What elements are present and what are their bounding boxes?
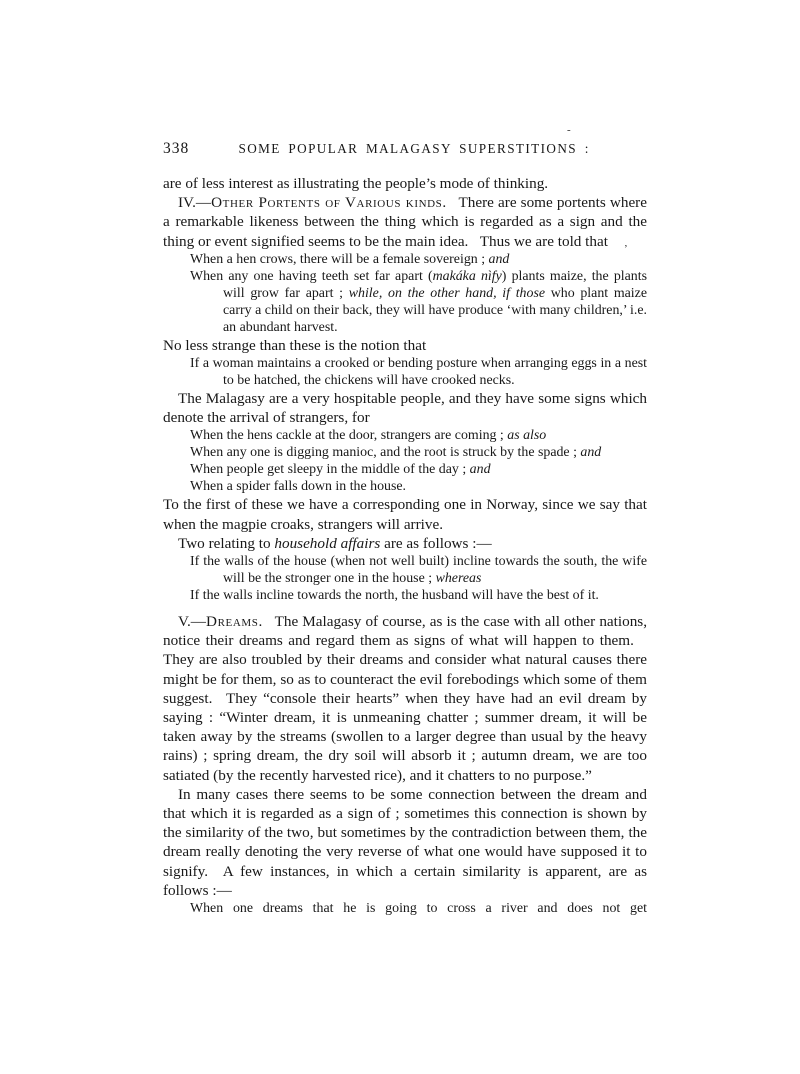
paragraph xyxy=(163,174,647,193)
text-segment: Two relating to xyxy=(178,534,275,552)
text-segment: If the walls of the house (when not well built) incline towards the south, the wife will be the stronger one in the house ; xyxy=(190,554,647,587)
text-segment: IV.— xyxy=(178,194,212,212)
text-segment: ) plants maize, the plants will grow far apart ; xyxy=(223,268,648,301)
text-segment: are of less interest as illustrating the people’s mode of thinking. xyxy=(163,175,549,192)
text-segment: When a spider falls down in the house. xyxy=(190,479,407,495)
text-segment: are as follows :— xyxy=(380,534,492,552)
scan-speck-apostrophe: ’ xyxy=(624,243,628,255)
paragraph xyxy=(163,495,647,533)
text-segment: whereas xyxy=(435,571,482,587)
paragraph xyxy=(163,336,647,355)
paragraph xyxy=(163,534,647,553)
list-item xyxy=(163,427,647,444)
text-segment: V.— xyxy=(178,613,206,631)
list-item xyxy=(163,478,647,495)
scan-speck-dash: - xyxy=(567,124,571,136)
list-item xyxy=(163,461,647,478)
section-heading-text: Dreams. xyxy=(206,613,263,631)
text-segment: and xyxy=(580,445,602,461)
page-body xyxy=(163,174,647,917)
text-segment: In many cases there seems to be some connection between the dream and that which it is regarded as a sign of ; sometimes this connection is shown by the similarity of the two, but sometimes by the contradiction between them, the dream really denoting the very reverse of what one would have supposed it to signify. A few instances, in which a certain similarity is apparent, are as follows :— xyxy=(163,785,647,899)
paragraph xyxy=(163,193,647,251)
text-segment: If a woman maintains a crooked or bending posture when arranging eggs in a nest to be hatched, the chickens will have crooked necks. xyxy=(190,356,647,389)
list-item xyxy=(163,268,647,336)
paragraph xyxy=(163,612,647,785)
list-item xyxy=(163,900,647,917)
text-segment: No less strange than these is the notion that xyxy=(163,336,427,354)
text-segment: When any one is digging manioc, and the root is struck by the spade ; xyxy=(190,445,581,461)
page-number: 338 xyxy=(163,140,190,157)
list-item xyxy=(163,444,647,461)
list-item xyxy=(163,355,647,389)
list-item xyxy=(163,251,647,268)
text-segment: and xyxy=(488,251,510,267)
text-segment: The Malagasy are a very hospitable people, and they have some signs which denote the arrival of strangers, for xyxy=(163,390,647,427)
text-segment: and xyxy=(469,462,491,478)
paragraph xyxy=(163,785,647,900)
text-segment: When people get sleepy in the middle of the day ; xyxy=(190,462,470,478)
page-sheet xyxy=(163,140,647,917)
text-segment: makáka nìfy xyxy=(432,268,502,284)
list-item xyxy=(163,553,647,587)
text-segment: When one dreams that he is going to cross a river and does not get xyxy=(190,901,647,917)
text-segment: as also xyxy=(507,428,547,444)
text-segment: When any one having teeth set far apart ( xyxy=(190,268,433,284)
section-heading-text: Other Portents of Various kinds. xyxy=(211,194,447,212)
text-segment: while, on the other hand, if those xyxy=(348,285,546,301)
text-segment: who plant maize carry a child on their back, they will have produce ‘with many children,’ i.e. an abundant harvest. xyxy=(223,285,647,335)
paragraph xyxy=(163,389,647,427)
text-segment: When the hens cackle at the door, strangers are coming ; xyxy=(190,428,508,444)
text-segment: To the first of these we have a corresponding one in Norway, since we say that when the magpie croaks, strangers will arrive. xyxy=(163,496,647,533)
text-segment: There are some portents where a remarkable likeness between the thing which is regarded as a sign and the thing or event signified seems to be the main idea. Thus we are told that xyxy=(163,194,647,250)
text-segment: If the walls incline towards the north, the husband will have the best of it. xyxy=(190,588,599,604)
text-segment: household affairs xyxy=(274,534,381,552)
text-segment: The Malagasy of course, as is the case with all other nations, notice their dreams and regard them as signs of what will happen to them. They are also troubled by their dreams and consider what natural causes there might be for them, so as to counteract the evil forebodings which some of them suggest. They “console their hearts” when they have had an evil dream by saying : “Winter dream, it is unmeaning chatter ; summer dream, it will be taken away by the streams (swollen to a larger degree than usual by the heavy rains) ; spring dream, the dry soil will absorb it ; autumn dream, we are too satiated (by the recently harvested rice), and it chatters to no purpose.” xyxy=(163,613,647,784)
list-item xyxy=(163,587,647,604)
running-head xyxy=(163,140,647,158)
text-segment: When a hen crows, there will be a female sovereign ; xyxy=(190,251,489,267)
running-title: SOME POPULAR MALAGASY SUPERSTITIONS : xyxy=(238,141,590,156)
